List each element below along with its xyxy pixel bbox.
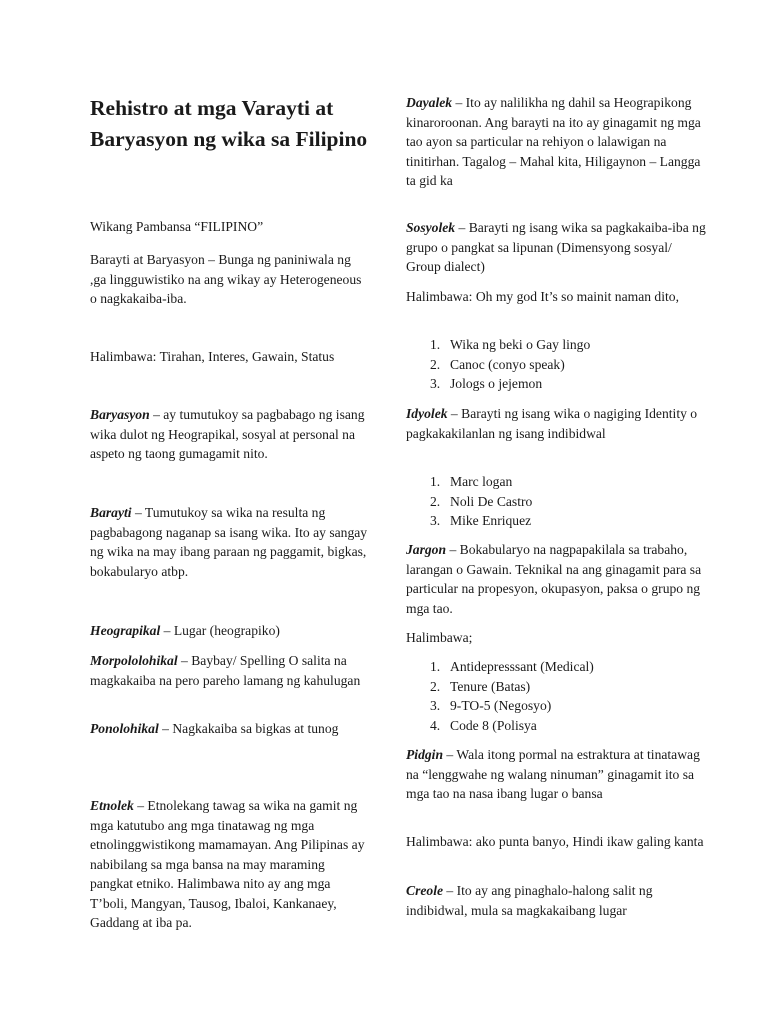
list-item bbox=[406, 374, 706, 394]
list-number: 3. bbox=[430, 513, 441, 528]
etnolek-term: Etnolek bbox=[90, 798, 134, 813]
jargon-term: Jargon bbox=[406, 542, 447, 557]
etnolek-paragraph bbox=[90, 796, 368, 933]
creole-definition: – Ito ay ang pinaghalo-halong salit ng indibidwal, mula sa magkakaibang lugar bbox=[406, 883, 653, 918]
list-item bbox=[406, 716, 706, 736]
heograpikal-paragraph bbox=[90, 621, 368, 641]
pidgin-halimbawa: Halimbawa: ako punta banyo, Hindi ikaw galing kanta bbox=[406, 834, 704, 849]
list-text: 9-TO-5 (Negosyo) bbox=[450, 698, 552, 713]
list-text: Marc logan bbox=[450, 474, 513, 489]
list-item bbox=[406, 657, 706, 677]
heograpikal-definition: – Lugar (heograpiko) bbox=[160, 623, 280, 638]
list-item bbox=[406, 677, 706, 697]
list-text: Mike Enriquez bbox=[450, 513, 532, 528]
list-item bbox=[406, 472, 706, 492]
ponolohikal-paragraph bbox=[90, 719, 368, 739]
list-number: 2. bbox=[430, 493, 441, 509]
list-item bbox=[406, 335, 706, 355]
barayti-term: Barayti bbox=[90, 505, 132, 520]
heograpikal-term: Heograpikal bbox=[90, 623, 161, 638]
baryasyon-definition: – ay tumutukoy sa pagbabago ng isang wika dulot ng Heograpikal, sosyal at personal na aspeto ng taong gumagamit nito. bbox=[90, 407, 365, 461]
list-number: 3. bbox=[430, 376, 441, 391]
list-number: 3. bbox=[430, 698, 441, 713]
list-item bbox=[406, 511, 706, 531]
baryasyon-paragraph bbox=[90, 405, 368, 464]
list-item bbox=[406, 492, 706, 512]
morpololohikal-term: Morpololohikal bbox=[90, 653, 178, 668]
list-number: 1. bbox=[430, 474, 441, 489]
list-text: Wika ng beki o Gay lingo bbox=[450, 337, 591, 352]
creole-paragraph bbox=[406, 881, 706, 920]
baryasyon-term: Baryasyon bbox=[90, 407, 150, 422]
list-number: 2. bbox=[430, 356, 441, 372]
barayti-paragraph bbox=[90, 503, 368, 581]
etnolek-definition: – Etnolekang tawag sa wika na gamit ng mga katutubo ang mga tinatawag ng mga etnolinggwistikong mamamayan. Ang Pilipinas ay nabibilang sa mga bansa na may maraming pangkat etniko. Halimbawa nito ay ang mga T’boli, Mangyan, Tausog, Ibaloi, Kankanaey, Gaddang at iba pa. bbox=[90, 798, 365, 930]
idyolek-list bbox=[406, 472, 706, 531]
list-text: Noli De Castro bbox=[450, 493, 533, 509]
document-title: Rehistro at mga Varayti at Baryasyon ng wika sa Filipino bbox=[90, 96, 368, 151]
ponolohikal-term: Ponolohikal bbox=[90, 721, 159, 736]
list-item bbox=[406, 696, 706, 716]
sosyolek-term: Sosyolek bbox=[406, 220, 456, 235]
list-text: Canoc (conyo speak) bbox=[450, 356, 565, 372]
creole-term: Creole bbox=[406, 883, 443, 898]
barayti-at-baryasyon-paragraph: Barayti at Baryasyon – Bunga ng paniniwala ng ,ga lingguwistiko na ang wikay ay Heterogeneous o nagkakaiba-iba. bbox=[90, 252, 362, 306]
sosyolek-halimbawa: Halimbawa: Oh my god It’s so mainit naman dito, bbox=[406, 289, 679, 304]
pidgin-term: Pidgin bbox=[406, 747, 444, 762]
list-number: 1. bbox=[430, 659, 441, 674]
sosyolek-definition: – Barayti ng isang wika sa pagkakaiba-iba ng grupo o pangkat sa lipunan (Dimensyong sosyal/ Group dialect) bbox=[406, 220, 706, 274]
dayalek-paragraph bbox=[406, 93, 706, 191]
list-number: 1. bbox=[430, 337, 441, 352]
jargon-definition: – Bokabularyo na nagpapakilala sa trabaho, larangan o Gawain. Teknikal na ang ginagamit para sa particular na propesyon, okupasyon, paksa o grupo ng mga tao. bbox=[406, 542, 702, 616]
idyolek-paragraph bbox=[406, 404, 706, 443]
dayalek-term: Dayalek bbox=[406, 95, 453, 110]
ponolohikal-definition: – Nagkakaiba sa bigkas at tunog bbox=[158, 721, 339, 736]
wikang-pambansa-line: Wikang Pambansa “FILIPINO” bbox=[90, 219, 264, 234]
morpololohikal-definition: – Baybay/ Spelling O salita na magkakaiba na pero pareho lamang ng kahulugan bbox=[90, 653, 361, 688]
idyolek-definition: – Barayti ng isang wika o nagiging Identity o pagkakakilanlan ng isang indibidwal bbox=[406, 406, 698, 441]
list-text: Code 8 (Polisya bbox=[450, 717, 537, 733]
dayalek-definition: – Ito ay nalilikha ng dahil sa Heograpikong kinaroroonan. Ang barayti na ito ay ginagamit ng mga tao ayon sa particular na rehiyon o lalawigan na tinitirhan. Tagalog – Mahal kita, Hiligaynon – Langga ta gid ka bbox=[406, 95, 701, 188]
jargon-halimbawa: Halimbawa; bbox=[406, 630, 473, 645]
list-text: Jologs o jejemon bbox=[450, 376, 543, 391]
list-item bbox=[406, 355, 706, 375]
list-text: Tenure (Batas) bbox=[450, 678, 531, 694]
halimbawa-line: Halimbawa: Tirahan, Interes, Gawain, Status bbox=[90, 349, 335, 364]
sosyolek-paragraph bbox=[406, 218, 706, 277]
sosyolek-list bbox=[406, 335, 706, 394]
jargon-list bbox=[406, 657, 706, 735]
list-text: Antidepresssant (Medical) bbox=[450, 659, 594, 674]
pidgin-paragraph bbox=[406, 745, 706, 804]
list-number: 4. bbox=[430, 717, 441, 733]
jargon-paragraph bbox=[406, 540, 706, 618]
morpololohikal-paragraph bbox=[90, 651, 368, 690]
barayti-definition: – Tumutukoy sa wika na resulta ng pagbabagong naganap sa isang wika. Ito ay sangay ng wika na may ibang paraan ng paggamit, bigkas, bokabularyo atbp. bbox=[90, 505, 368, 579]
pidgin-definition: – Wala itong pormal na estraktura at tinatawag na “lenggwahe ng walang ninuman” ginagamit ito sa mga tao na nasa ibang lugar o bansa bbox=[406, 747, 700, 801]
idyolek-term: Idyolek bbox=[406, 406, 448, 421]
list-number: 2. bbox=[430, 678, 441, 694]
